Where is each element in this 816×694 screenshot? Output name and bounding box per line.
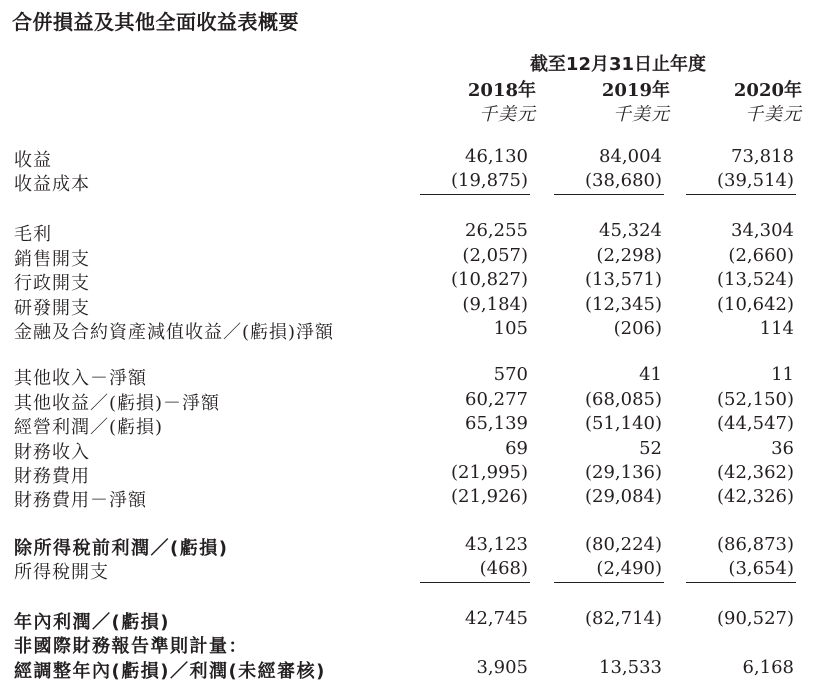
value-2019: (51,140)	[584, 413, 662, 434]
value-2018: 65,139	[465, 413, 528, 434]
row-label: 財務費用	[14, 466, 90, 487]
value-2019: (12,345)	[584, 294, 662, 315]
value-2020: (39,514)	[716, 170, 794, 191]
value-2018: (468)	[479, 558, 528, 579]
row-label: 行政開支	[14, 273, 90, 294]
year-column-2020	[662, 76, 802, 124]
row-label: 年內利潤／(虧損)	[14, 612, 170, 633]
row-revenue	[0, 146, 816, 170]
value-2019: (2,298)	[596, 245, 662, 266]
value-2020: (52,150)	[716, 389, 794, 410]
value-2019: 45,324	[599, 220, 662, 241]
value-2018: 26,255	[465, 220, 528, 241]
value-2019: 84,004	[599, 146, 662, 167]
row-impairment	[0, 318, 816, 342]
value-2018: 42,745	[465, 608, 528, 629]
row-label: 金融及合約資產減值收益／(虧損)淨額	[14, 322, 335, 343]
row-label: 其他收入－淨額	[14, 368, 147, 389]
year-column-2019	[530, 76, 670, 124]
value-2020: 6,168	[742, 657, 794, 678]
value-2018: 46,130	[465, 146, 528, 167]
value-2018: (19,875)	[450, 170, 528, 191]
value-2020: (42,362)	[716, 462, 794, 483]
value-2020: 114	[759, 318, 794, 339]
value-2019: (68,085)	[584, 389, 662, 410]
value-2018: 60,277	[465, 389, 528, 410]
row-label: 除所得稅前利潤／(虧損)	[14, 538, 229, 559]
row-gross-profit	[0, 220, 816, 244]
value-2020: 11	[771, 364, 794, 385]
value-2020: 36	[771, 438, 794, 459]
row-label: 收益成本	[14, 174, 90, 195]
subtotal-rule	[420, 582, 530, 583]
row-selling-expenses	[0, 245, 816, 269]
subtotal-rule	[686, 582, 796, 583]
value-2019: (29,136)	[584, 462, 662, 483]
row-label: 經調整年內(虧損)／利潤(未經審核)	[14, 661, 326, 682]
row-profit-before-tax	[0, 534, 816, 558]
value-2019: (80,224)	[584, 534, 662, 555]
value-2019: (38,680)	[584, 170, 662, 191]
row-finance-costs-net	[0, 486, 816, 510]
value-2018: (10,827)	[450, 269, 528, 290]
row-adjusted-profit	[0, 657, 816, 681]
unit-label: 千美元	[745, 104, 802, 125]
subtotal-rule	[686, 194, 796, 195]
value-2019: (82,714)	[584, 608, 662, 629]
period-header: 截至12月31日止年度	[529, 54, 707, 75]
value-2018: (9,184)	[462, 294, 528, 315]
value-2020: (2,660)	[728, 245, 794, 266]
subtotal-rule	[554, 194, 664, 195]
row-finance-income	[0, 438, 816, 462]
row-label: 銷售開支	[14, 249, 90, 270]
value-2018: 3,905	[476, 657, 528, 678]
value-2019: 52	[639, 438, 662, 459]
row-label: 其他收益／(虧損)－淨額	[14, 393, 221, 414]
value-2020: 34,304	[731, 220, 794, 241]
row-rd-expenses	[0, 294, 816, 318]
value-2018: 43,123	[465, 534, 528, 555]
row-label: 收益	[14, 150, 52, 171]
value-2018: (21,926)	[450, 486, 528, 507]
subtotal-rule	[420, 194, 530, 195]
value-2020: (44,547)	[716, 413, 794, 434]
unit-label: 千美元	[479, 104, 536, 125]
page-title: 合併損益及其他全面收益表概要	[12, 10, 299, 34]
row-other-gains	[0, 389, 816, 413]
row-label: 財務費用－淨額	[14, 490, 147, 511]
value-2020: (13,524)	[716, 269, 794, 290]
unit-label: 千美元	[613, 104, 670, 125]
row-other-income	[0, 364, 816, 388]
year-label: 2020年	[733, 80, 802, 101]
row-profit-for-year	[0, 608, 816, 632]
row-operating-profit	[0, 413, 816, 437]
row-label: 財務收入	[14, 442, 90, 463]
value-2020: (10,642)	[716, 294, 794, 315]
value-2019: (29,084)	[584, 486, 662, 507]
value-2020: (3,654)	[728, 558, 794, 579]
value-2018: (21,995)	[450, 462, 528, 483]
row-label: 毛利	[14, 224, 52, 245]
value-2020: (86,873)	[716, 534, 794, 555]
subtotal-rule	[554, 582, 664, 583]
value-2018: 105	[493, 318, 528, 339]
value-2019: (2,490)	[596, 558, 662, 579]
row-finance-costs	[0, 462, 816, 486]
value-2019: 41	[639, 364, 662, 385]
value-2018: (2,057)	[462, 245, 528, 266]
row-cost-of-revenue	[0, 170, 816, 194]
value-2019: (13,571)	[584, 269, 662, 290]
row-label: 研發開支	[14, 298, 90, 319]
value-2020: (90,527)	[716, 608, 794, 629]
year-label: 2019年	[601, 80, 670, 101]
year-column-2018	[396, 76, 536, 124]
value-2019: 13,533	[599, 657, 662, 678]
row-income-tax	[0, 558, 816, 582]
value-2020: 73,818	[731, 146, 794, 167]
row-label: 非國際財務報告準則計量：	[14, 636, 248, 657]
row-label: 經營利潤／(虧損)	[14, 417, 164, 438]
row-label: 所得稅開支	[14, 562, 109, 583]
value-2018: 570	[493, 364, 528, 385]
value-2018: 69	[505, 438, 528, 459]
value-2019: (206)	[613, 318, 662, 339]
row-non-ifrs-header	[0, 632, 816, 656]
value-2020: (42,326)	[716, 486, 794, 507]
row-admin-expenses	[0, 269, 816, 293]
year-label: 2018年	[467, 80, 536, 101]
